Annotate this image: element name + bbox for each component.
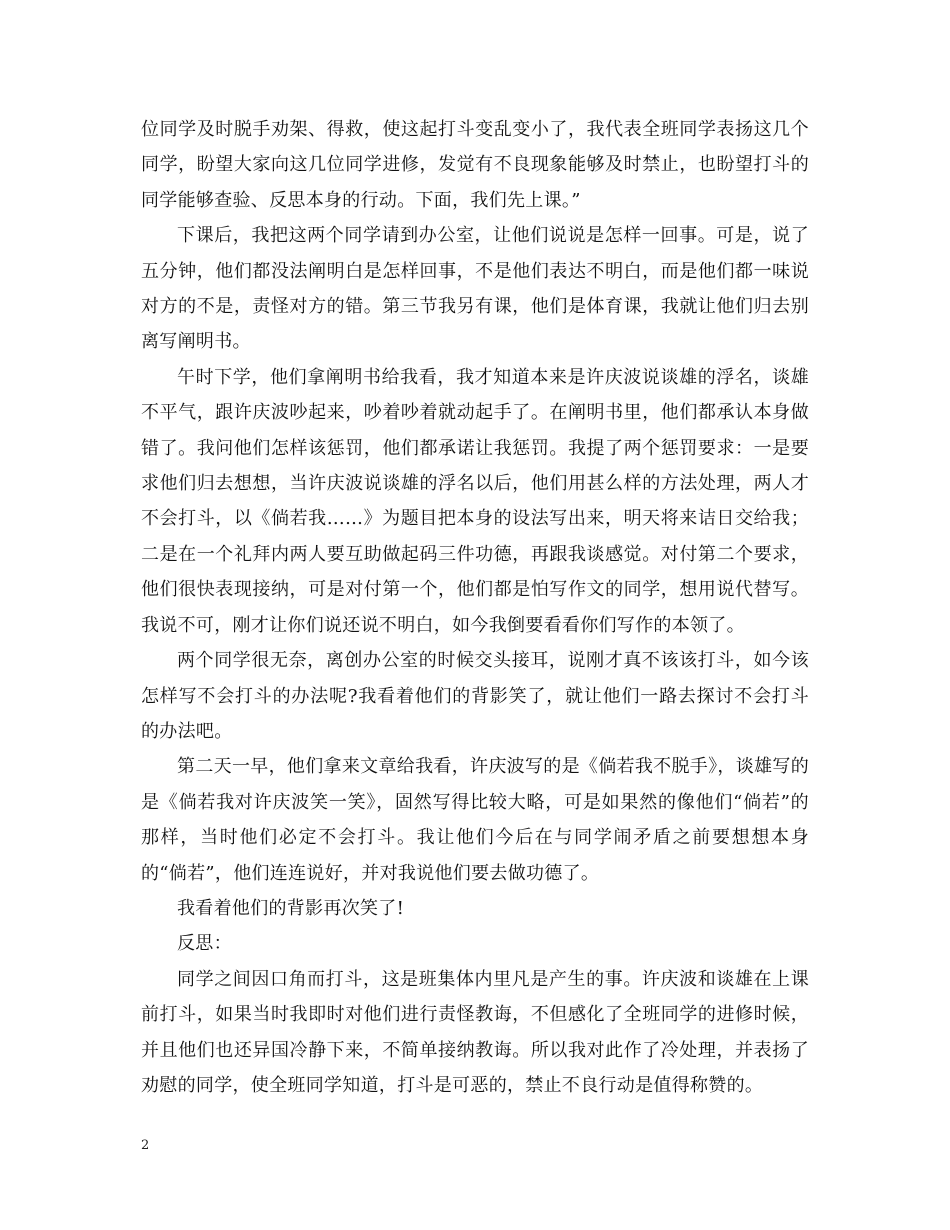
paragraph-reflection: 同学之间因口角而打斗，这是班集体内里凡是产生的事。许庆波和谈雄在上课前打斗，如果当时我即时对他们进行责怪教诲，不但感化了全班同学的进修时候，并且他们也还异国冷静下来，不简单接纳教诲。所以我对此作了冷处理，并表扬了劝慰的同学，使全班同学知道，打斗是可恶的，禁止不良行动是值得称赞的。 [141, 968, 809, 1096]
paragraph-noon: 午时下学，他们拿阐明书给我看，我才知道本来是许庆波说谈雄的浮名，谈雄不平气，跟许庆波吵起来，吵着吵着就动起手了。在阐明书里，他们都承认本身做错了。我问他们怎样该惩罚，他们都承诺让我惩罚。我提了两个惩罚要求：一是要求他们归去想想，当许庆波说谈雄的浮名以后，他们用甚么样的方法处理，两人才不会打斗，以《倘若我……》为题目把本身的设法写出来，明天将来诘日交给我；二是在一个礼拜内两人要互助做起码三件功德，再跟我谈感觉。对付第二个要求，他们很快表现接纳，可是对付第一个，他们都是怕写作文的同学，想用说代替写。我说不可，刚才让你们说还说不明白，如今我倒要看看你们写作的本领了。 [141, 366, 809, 636]
paragraph-continuation: 位同学及时脱手劝架、得救，使这起打斗变乱变小了，我代表全班同学表扬这几个同学，盼望大家向这几位同学进修，发觉有不良现象能够及时禁止，也盼望打斗的同学能够查验、反思本身的行动。下面，我们先上课。” [141, 119, 809, 211]
paragraph-after-class: 下课后，我把这两个同学请到办公室，让他们说说是怎样一回事。可是，说了五分钟，他们都没法阐明白是怎样回事，不是他们表达不明白，而是他们都一味说对方的不是，责怪对方的错。第三节我另有课，他们是体育课，我就让他们归去别离写阐明书。 [141, 225, 809, 353]
paragraph-next-day: 第二天一早，他们拿来文章给我看，许庆波写的是《倘若我不脱手》，谈雄写的是《倘若我对许庆波笑一笑》，固然写得比较大略，可是如果然的像他们“倘若”的那样，当时他们必定不会打斗。我让他们今后在与同学闹矛盾之前要想想本身的“倘若”，他们连连说好，并对我说他们要去做功德了。 [141, 756, 809, 884]
page-number: 2 [141, 1138, 150, 1153]
paragraph-smile-again: 我看着他们的背影再次笑了! [177, 897, 405, 919]
paragraph-two-students: 两个同学很无奈，离创办公室的时候交头接耳，说刚才真不该该打斗，如今该怎样写不会打斗的办法呢?我看着他们的背影笑了，就让他们一路去探讨不会打斗的办法吧。 [141, 650, 809, 742]
document-body [141, 112, 809, 1103]
reflection-heading: 反思： [177, 933, 232, 955]
